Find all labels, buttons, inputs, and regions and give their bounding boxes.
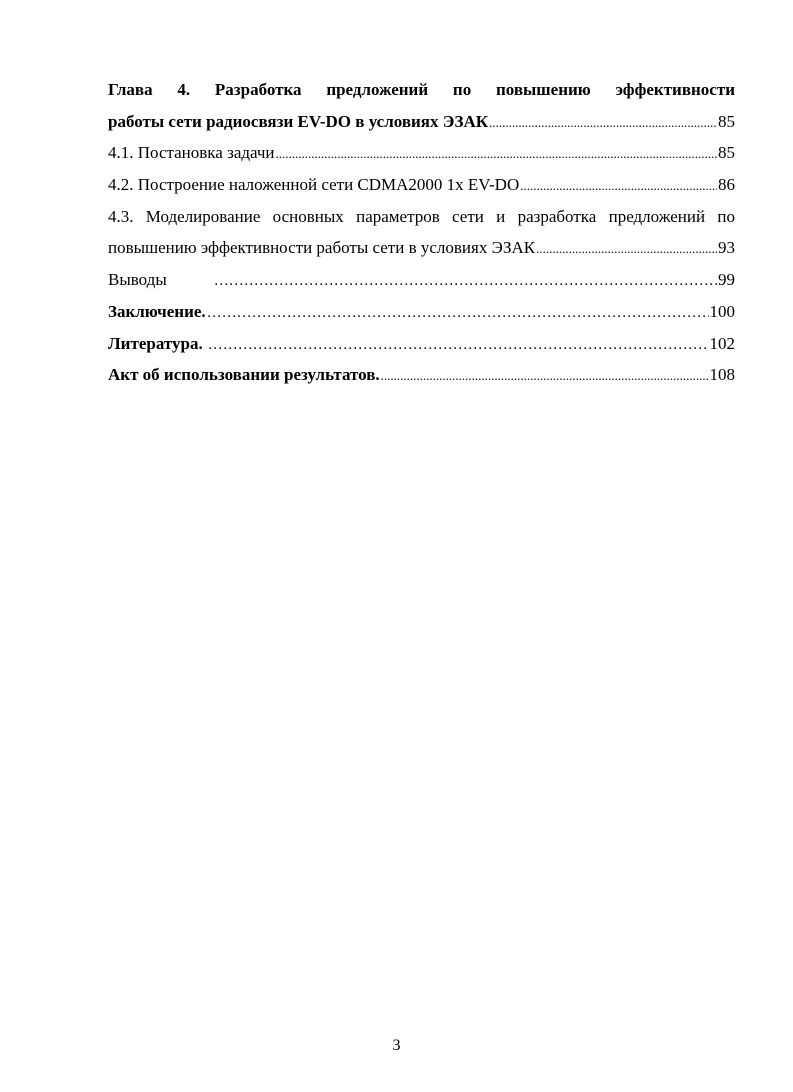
toc-4-2-page: 86 — [718, 175, 735, 195]
toc-entry-act — [108, 359, 735, 391]
dot-leader — [214, 264, 717, 296]
toc-entry-conclusions — [108, 264, 735, 296]
toc-literature-page: 102 — [709, 333, 735, 353]
toc-4-3-line2 — [108, 232, 735, 264]
page-number: 3 — [392, 1037, 401, 1054]
toc-act-title: Акт об использовании результатов. — [108, 365, 380, 385]
toc-entry-chapter-4 — [108, 74, 735, 137]
toc-4-1-page: 85 — [718, 143, 735, 163]
toc-conclusions-page: 99 — [718, 270, 735, 290]
toc-chapter-4-line2 — [108, 106, 735, 138]
toc-4-2-title: 4.2. Построение наложенной сети CDMA2000 1x EV-DO — [108, 175, 520, 195]
toc-entry-4-3 — [108, 201, 735, 264]
dot-leader — [276, 137, 717, 169]
toc-literature-title: Литература. — [108, 333, 203, 353]
toc-entry-literature — [108, 328, 735, 360]
toc-entry-4-2 — [108, 169, 735, 201]
dot-leader — [381, 359, 709, 391]
dot-leader — [489, 106, 717, 138]
toc-4-1-title: 4.1. Постановка задачи — [108, 143, 275, 163]
table-of-contents — [108, 74, 735, 391]
toc-act-page: 108 — [709, 365, 735, 385]
toc-chapter-4-title-line2: работы сети радиосвязи EV-DO в условиях ЭЗАК — [108, 111, 489, 131]
toc-chapter-4-page: 85 — [718, 111, 735, 131]
dot-leader — [536, 232, 717, 264]
toc-4-3-page: 93 — [718, 238, 735, 258]
dot-leader — [208, 328, 709, 360]
toc-chapter-4-title-line1: Глава 4. Разработка предложений по повышению эффективности — [108, 80, 735, 99]
toc-4-3-title-line2: повышению эффективности работы сети в условиях ЭЗАК — [108, 238, 536, 258]
dot-leader — [520, 169, 717, 201]
toc-entry-4-1 — [108, 137, 735, 169]
toc-summary-page: 100 — [709, 301, 735, 321]
toc-summary-title: Заключение. — [108, 301, 206, 321]
toc-4-3-title-line1: 4.3. Моделирование основных параметров сети и разработка предложений по — [108, 206, 735, 226]
dot-leader — [207, 296, 709, 328]
toc-conclusions-title: Выводы — [108, 270, 167, 290]
toc-entry-summary — [108, 296, 735, 328]
